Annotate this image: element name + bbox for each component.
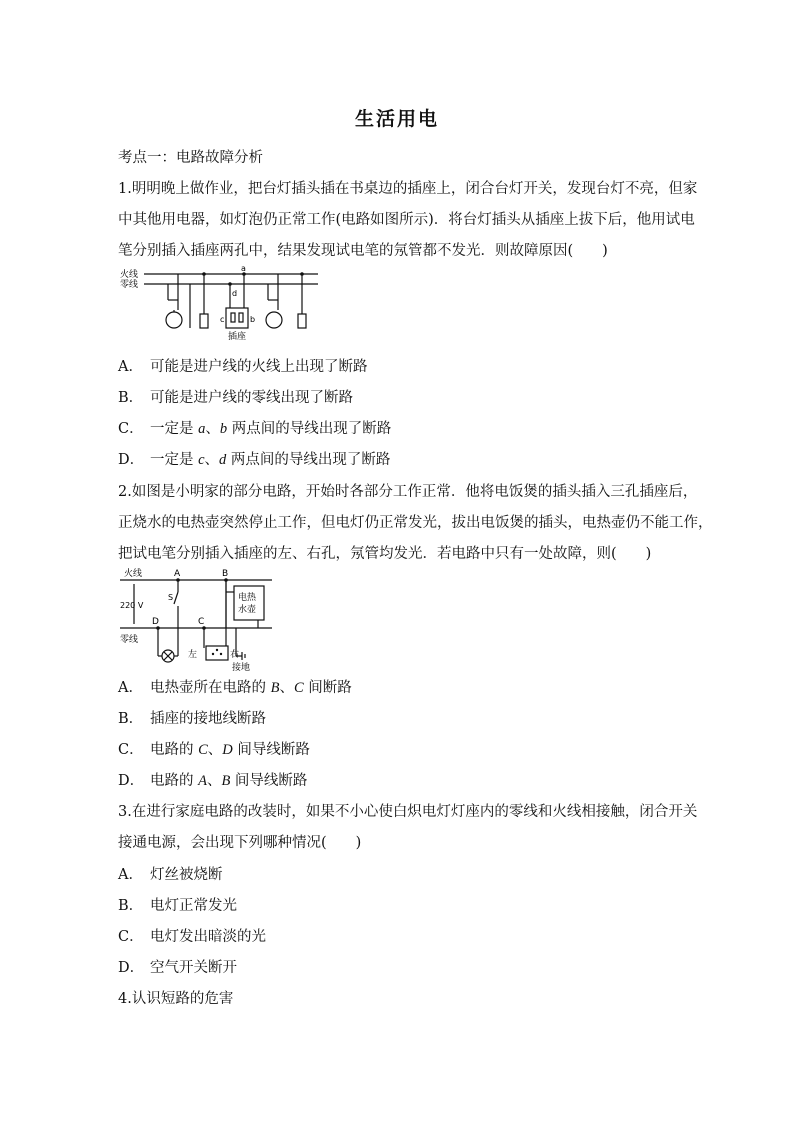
q1-live-wire-label: 火线 (120, 270, 139, 280)
q3-line-1: 3.在进行家庭电路的改装时，如果不小心使白炽电灯灯座内的零线和火线相接触，闭合开关 (118, 804, 698, 820)
q2-neutral-wire-label: 零线 (120, 635, 139, 645)
q1-point-d: d (232, 289, 238, 298)
q1-point-b: b (250, 315, 256, 324)
q2-live-wire-label: 火线 (124, 569, 143, 579)
q2-circuit-diagram (118, 564, 278, 672)
q2-line-2: 正烧水的电热壶突然停止工作，但电灯仍正常发光，拔出电饭煲的插头，电热壶仍不能工作， (118, 515, 713, 531)
q2-kettle-label-1: 电热 (238, 593, 257, 603)
q1-point-a: a (241, 264, 246, 273)
q3-option-d[interactable]: D． 空气开关断开 (118, 960, 237, 976)
q1-option-b[interactable]: B． 可能是进户线的零线出现了断路 (118, 390, 353, 406)
q2-kettle-label-2: 水壶 (238, 605, 257, 615)
q1-line-2: 中其他用电器，如灯泡仍正常工作(电路如图所示)．将台灯插头从插座上拔下后，他用试电 (118, 212, 695, 228)
q2-line-1: 2.如图是小明家的部分电路，开始时各部分工作正常．他将电饭煲的插头插入三孔插座后， (118, 484, 698, 500)
page-title: 生活用电 (354, 108, 439, 130)
q1-circuit-diagram (118, 264, 328, 344)
q2-point-C: C (198, 617, 205, 627)
q1-point-c: c (220, 315, 225, 324)
q2-point-B: B (222, 569, 229, 579)
q1-line-3: 笔分别插入插座两孔中，结果发现试电笔的氖管都不发光．则故障原因( ) (118, 243, 608, 259)
q2-option-d[interactable]: D． 电路的 A、B 间导线断路 (118, 773, 308, 789)
q3-option-c[interactable]: C． 电灯发出暗淡的光 (118, 929, 266, 945)
q1-line-1: 1.明明晚上做作业，把台灯插头插在书桌边的插座上，闭合台灯开关，发现台灯不亮，但家 (118, 181, 698, 197)
q2-switch-S: S (168, 593, 174, 602)
q2-ground-label: 接地 (232, 663, 251, 672)
q1-option-d[interactable]: D． 一定是 c、d 两点间的导线出现了断路 (118, 452, 391, 468)
q1-socket-label: 插座 (228, 332, 247, 342)
section-heading: 考点一：电路故障分析 (118, 150, 263, 166)
q2-option-a[interactable]: A． 电热壶所在电路的 B、C 间断路 (118, 680, 352, 696)
q3-option-a[interactable]: A． 灯丝被烧断 (118, 867, 223, 883)
q2-voltage-label: 220 V (120, 601, 144, 610)
q2-option-b[interactable]: B． 插座的接地线断路 (118, 711, 266, 727)
q2-option-c[interactable]: C． 电路的 C、D 间导线断路 (118, 742, 310, 758)
q1-option-c[interactable]: C． 一定是 a、b 两点间的导线出现了断路 (118, 421, 392, 437)
q2-right-label: 右 (230, 650, 240, 660)
q2-left-label: 左 (188, 650, 198, 660)
q3-line-2: 接通电源，会出现下列哪种情况( ) (118, 835, 362, 851)
q2-line-3: 把试电笔分别插入插座的左、右孔，氖管均发光．若电路中只有一处故障，则( ) (118, 546, 652, 562)
q2-point-A: A (174, 569, 181, 579)
q1-option-a[interactable]: A． 可能是进户线的火线上出现了断路 (118, 359, 368, 375)
q2-point-D: D (152, 617, 159, 627)
q3-option-b[interactable]: B． 电灯正常发光 (118, 898, 237, 914)
q1-neutral-wire-label: 零线 (120, 280, 139, 290)
q4-line-1: 4.认识短路的危害 (118, 991, 234, 1007)
